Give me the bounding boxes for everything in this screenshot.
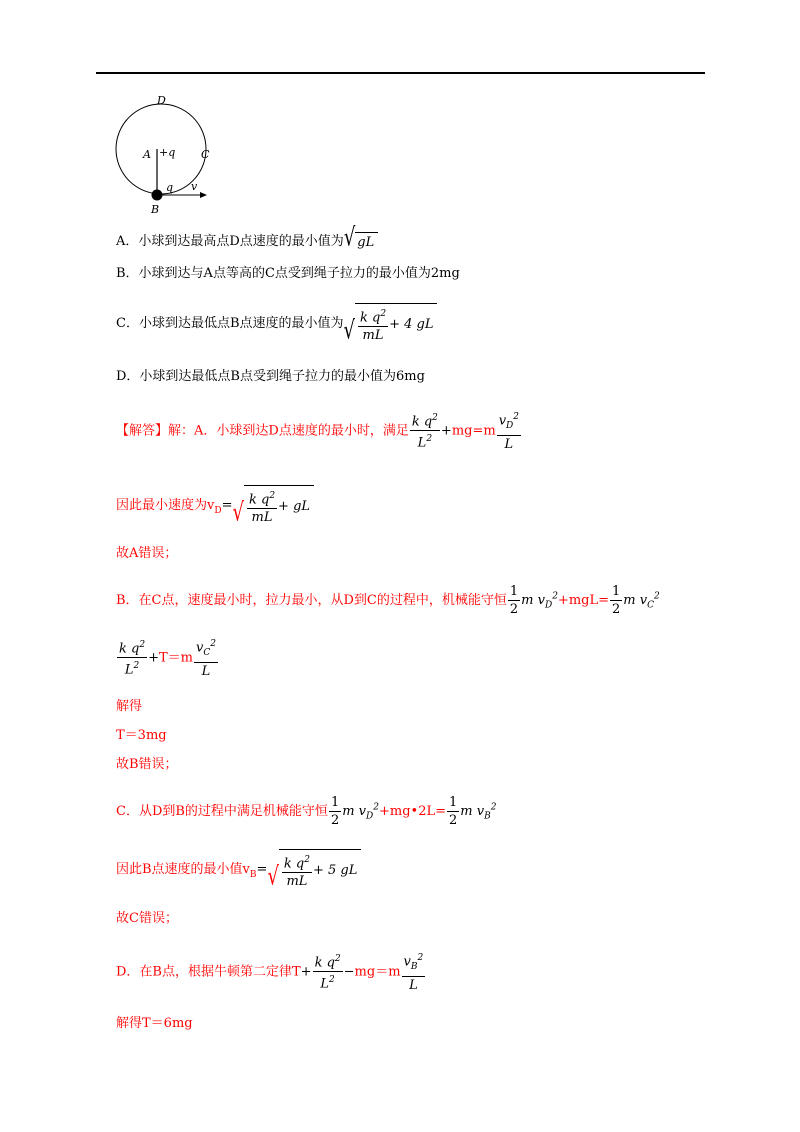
solution-b-solve: 解得 (116, 699, 143, 714)
label-q: q (166, 181, 174, 194)
label-b: B (151, 203, 160, 216)
solution-c-speed: 因此B点速度的最小值$v_B=$ √ $\frac{k q^2}{mL}$ + 5 gL (116, 849, 361, 890)
label-a: A (143, 148, 151, 161)
ball (152, 190, 163, 201)
solution-b-wrong: 故B错误； (116, 757, 178, 772)
label-d: D (157, 94, 166, 107)
label-c: C (201, 148, 210, 161)
circle-diagram (105, 92, 220, 217)
label-plus-q: +q (159, 146, 176, 159)
option-a: A．小球到达最高点D点速度的最小值为 √ gL (116, 232, 378, 251)
solution-c-intro: C．从D到B的过程中满足机械能守恒 $\frac{1}{2}$ m $v_D^2+mg•2L=$ $\frac{1}{2}$ m $v_B^2$ (116, 795, 497, 828)
option-b: B．小球到达与A点等高的C点受到绳子拉力的最小值为2mg (116, 266, 460, 281)
solution-a-speed: 因此最小速度为$v_D=$ √ $\frac{k q^2}{mL}$ + gL (116, 485, 314, 526)
solution-b-intro: B．在C点，速度最小时，拉力最小，从D到C的过程中，机械能守恒 $\frac{1}{2}$ m $v_D^2+mgL=$ $\frac{1}{2}$ m $v_C^2$ (116, 584, 660, 617)
solution-a-intro: 【解答】解：A．小球到达D点速度的最小时，满足 $\frac{k q^2}{L^2}$ +mg=m $\frac{v_D^2}{L}$ (116, 409, 522, 453)
solution-a-wrong: 故A错误； (116, 546, 178, 561)
header-rule (96, 72, 705, 74)
solution-d-result: 解得T＝6mg (116, 1016, 193, 1031)
option-c: C．小球到达最低点B点速度的最小值为 √ $\frac{k q^2}{mL}$ + 4 gL (116, 303, 437, 344)
solution-b-result: T＝3mg (116, 728, 167, 743)
solution-b-equation: $\frac{k q^2}{L^2}$ +T＝m $\frac{v_C^2}{L}$ (116, 636, 219, 680)
solution-c-wrong: 故C错误； (116, 911, 178, 926)
sqrt-kq2-4gL: √ $\frac{k q^2}{mL}$ + 4 gL (344, 303, 438, 344)
label-v: v (191, 180, 198, 193)
arrow-head-icon (200, 192, 207, 198)
solution-heading: 【解答】 (116, 423, 169, 439)
solution-d-intro: D．在B点，根据牛顿第二定律T+ $\frac{k q^2}{L^2}$ −mg＝m $\frac{v_B^2}{L}$ (116, 950, 426, 994)
option-d: D．小球到达最低点B点受到绳子拉力的最小值为6mg (116, 369, 425, 384)
sqrt-gL: √ gL (344, 232, 378, 251)
